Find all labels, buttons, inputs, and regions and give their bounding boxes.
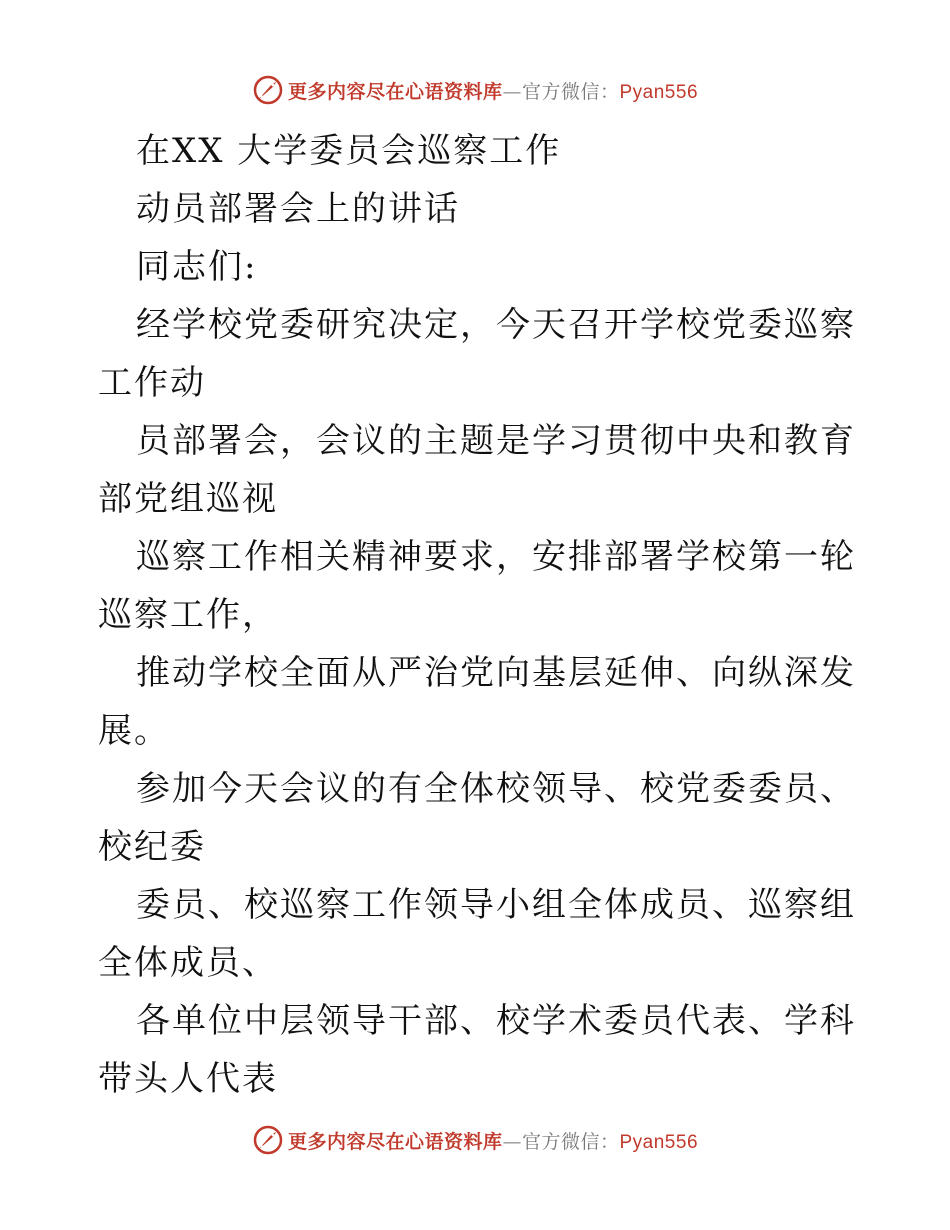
document-body [98, 122, 868, 1108]
body-paragraph: 经学校党委研究决定，今天召开学校党委巡察工作动 [98, 305, 856, 403]
body-paragraph: 参加今天会议的有全体校领导、校党委委员、校纪委 [98, 769, 856, 867]
banner-text [288, 77, 698, 104]
banner-brand: 更多内容尽在心语资料库 [287, 80, 503, 103]
banner-text [288, 1127, 698, 1154]
body-paragraph: 员部署会，会议的主题是学习贯彻中央和教育部党组巡视 [98, 421, 856, 519]
banner-wechat-label: 官方微信： [521, 1130, 620, 1153]
banner-wechat-id: Pyan556 [619, 81, 699, 103]
document-title-line-1: 在XX 大学委员会巡察工作 [136, 131, 562, 171]
footer-watermark-banner [0, 1120, 950, 1160]
body-paragraph: 委员、校巡察工作领导小组全体成员、巡察组全体成员、 [98, 885, 856, 983]
banner-separator: — [502, 80, 522, 103]
header-watermark-banner [0, 70, 950, 110]
banner-wechat-label: 官方微信： [521, 80, 620, 103]
quill-pen-circle-icon [252, 1124, 284, 1156]
document-title-line-2: 动员部署会上的讲话 [136, 189, 460, 229]
body-paragraph: 推动学校全面从严治党向基层延伸、向纵深发展。 [98, 653, 856, 751]
banner-brand: 更多内容尽在心语资料库 [287, 1130, 503, 1153]
banner-separator: — [502, 1130, 522, 1153]
salutation: 同志们: [136, 247, 258, 287]
body-paragraph: 巡察工作相关精神要求，安排部署学校第一轮巡察工作， [98, 537, 856, 635]
banner-wechat-id: Pyan556 [619, 1131, 699, 1153]
body-paragraph: 各单位中层领导干部、校学术委员代表、学科带头人代表 [98, 1001, 856, 1099]
quill-pen-circle-icon [252, 74, 284, 106]
